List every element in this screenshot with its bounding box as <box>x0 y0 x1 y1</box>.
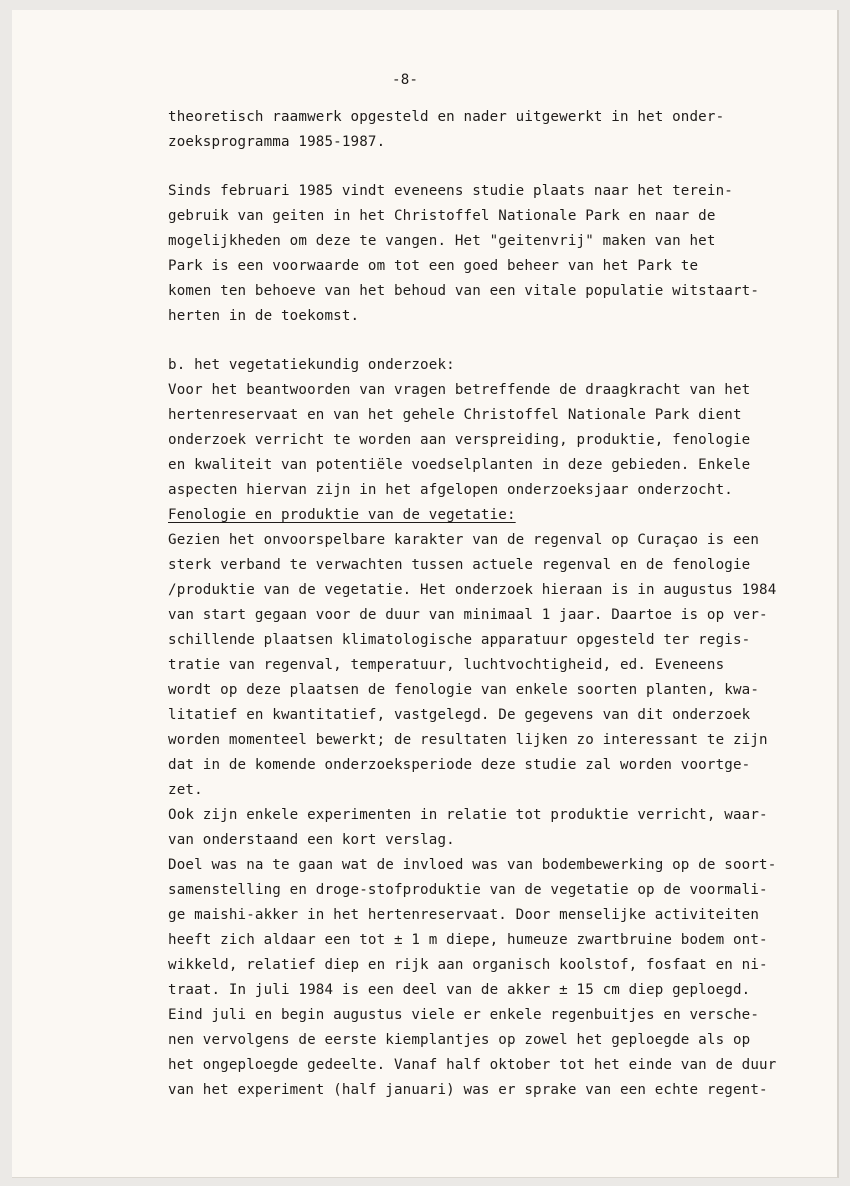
text-line: Sinds februari 1985 vindt eveneens studie plaats naar het terein- <box>168 183 733 199</box>
text-line: zet. <box>168 782 203 798</box>
text-line: traat. In juli 1984 is een deel van de akker ± 15 cm diep geploegd. <box>168 982 751 998</box>
text-line: herten in de toekomst. <box>168 308 360 324</box>
text-line: aspecten hiervan zijn in het afgelopen onderzoeksjaar onderzocht. <box>168 482 733 498</box>
subheading: Fenologie en produktie van de vegetatie: <box>168 507 516 523</box>
text-line: worden momenteel bewerkt; de resultaten lijken zo interessant te zijn <box>168 732 768 748</box>
text-line: ge maishi-akker in het hertenreservaat. Door menselijke activiteiten <box>168 907 760 923</box>
text-line: theoretisch raamwerk opgesteld en nader uitgewerkt in het onder- <box>168 109 725 125</box>
text-line: komen ten behoeve van het behoud van een vitale populatie witstaart- <box>168 283 760 299</box>
text-line: mogelijkheden om deze te vangen. Het "geitenvrij" maken van het <box>168 233 716 249</box>
text-line: gebruik van geiten in het Christoffel Nationale Park en naar de <box>168 208 716 224</box>
text-line: onderzoek verricht te worden aan verspreiding, produktie, fenologie <box>168 432 751 448</box>
text-line: /produktie van de vegetatie. Het onderzoek hieraan is in augustus 1984 <box>168 582 777 598</box>
text-line: samenstelling en droge-stofproduktie van de vegetatie op de voormali- <box>168 882 768 898</box>
text-line: van het experiment (half januari) was er sprake van een echte regent- <box>168 1082 768 1098</box>
text-line: wordt op deze plaatsen de fenologie van enkele soorten planten, kwa- <box>168 682 760 698</box>
text-line: Gezien het onvoorspelbare karakter van de regenval op Curaçao is een <box>168 532 760 548</box>
text-line: nen vervolgens de eerste kiemplantjes op zowel het geploegde als op <box>168 1032 751 1048</box>
text-line: van start gegaan voor de duur van minimaal 1 jaar. Daartoe is op ver- <box>168 607 768 623</box>
text-line: hertenreservaat en van het gehele Christoffel Nationale Park dient <box>168 407 742 423</box>
text-line: litatief en kwantitatief, vastgelegd. De gegevens van dit onderzoek <box>168 707 751 723</box>
text-line: Eind juli en begin augustus viele er enkele regenbuitjes en versche- <box>168 1007 760 1023</box>
text-line: Ook zijn enkele experimenten in relatie tot produktie verricht, waar- <box>168 807 768 823</box>
text-line: zoeksprogramma 1985-1987. <box>168 134 386 150</box>
text-line: van onderstaand een kort verslag. <box>168 832 455 848</box>
text-line: Park is een voorwaarde om tot een goed beheer van het Park te <box>168 258 699 274</box>
text-line: en kwaliteit van potentiële voedselplanten in deze gebieden. Enkele <box>168 457 751 473</box>
text-line: tratie van regenval, temperatuur, luchtvochtigheid, ed. Eveneens <box>168 657 725 673</box>
section-heading: b. het vegetatiekundig onderzoek: <box>168 357 455 373</box>
text-line: Doel was na te gaan wat de invloed was van bodembewerking op de soort- <box>168 857 777 873</box>
text-line: Voor het beantwoorden van vragen betreffende de draagkracht van het <box>168 382 751 398</box>
text-line: wikkeld, relatief diep en rijk aan organisch koolstof, fosfaat en ni- <box>168 957 768 973</box>
text-line: dat in de komende onderzoeksperiode deze studie zal worden voortge- <box>168 757 751 773</box>
text-line: sterk verband te verwachten tussen actuele regenval en de fenologie <box>168 557 751 573</box>
text-line: schillende plaatsen klimatologische apparatuur opgesteld ter regis- <box>168 632 751 648</box>
text-line: het ongeploegde gedeelte. Vanaf half oktober tot het einde van de duur <box>168 1057 777 1073</box>
page-number: -8- <box>392 72 419 88</box>
text-line: heeft zich aldaar een tot ± 1 m diepe, humeuze zwartbruine bodem ont- <box>168 932 768 948</box>
